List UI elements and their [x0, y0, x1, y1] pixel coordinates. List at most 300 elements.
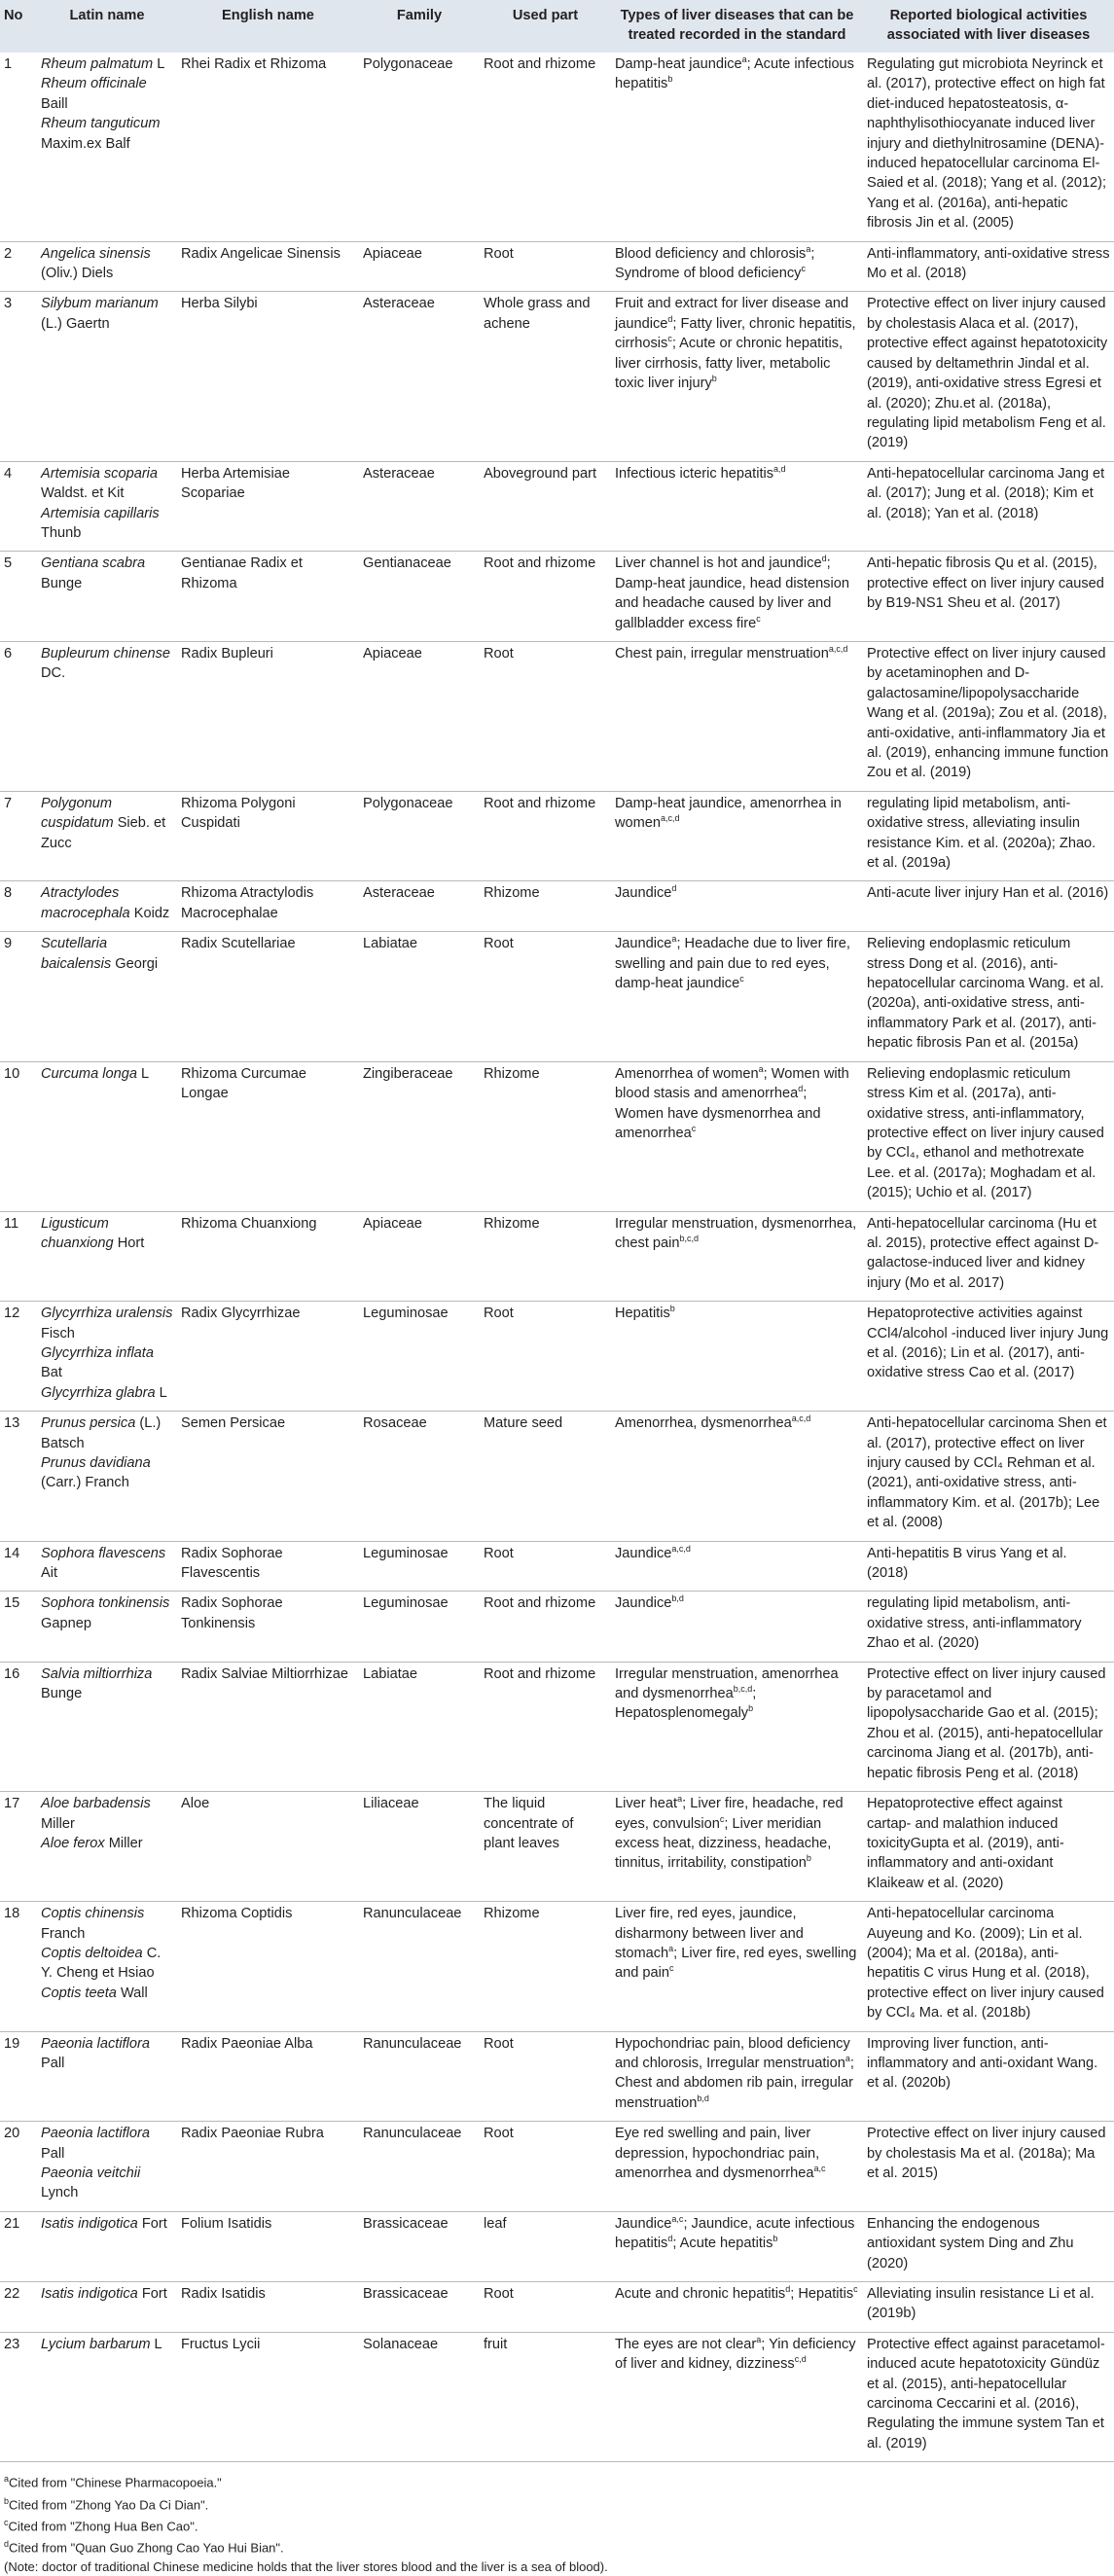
- disease-text: Infectious icteric hepatitis: [615, 465, 774, 482]
- cell-used-part: Root: [484, 645, 514, 662]
- species-authority: Franch: [41, 1925, 86, 1942]
- disease-text: Irregular menstruation, dysmenorrhea, chest pain: [615, 1215, 857, 1251]
- species-authority: Lynch: [41, 2185, 79, 2201]
- latin-name-entry: [41, 2284, 173, 2304]
- latin-name-entry: [41, 54, 173, 74]
- species-name: Salvia miltiorrhiza: [41, 1665, 153, 1682]
- cell-used-part: leaf: [484, 2215, 507, 2232]
- footnote-text: Cited from "Chinese Pharmacopoeia.": [9, 2475, 222, 2490]
- cell-disease-types: [611, 53, 863, 241]
- cell-biological-activities: Anti-hepatocellular carcinoma Jang et al. (2017); Jung et al. (2018); Kim et al. (2018); Yan et al. (2018): [867, 465, 1105, 521]
- cell-disease-types: [611, 552, 863, 642]
- species-name: Silybum marianum: [41, 296, 159, 312]
- table-row: [0, 1541, 1114, 1592]
- species-authority: Pall: [41, 2055, 65, 2071]
- disease-text: Jaundice: [615, 1545, 672, 1561]
- footnote-marker: a,c,d: [828, 644, 848, 655]
- cell-disease-types: [611, 1302, 863, 1412]
- cell-no: 3: [4, 296, 13, 312]
- species-authority: L: [153, 56, 165, 72]
- cell-biological-activities: Regulating gut microbiota Neyrinck et al. (2017), protective effect on high fat diet-induced hepatosteatosis, α-naphthylisothiocyanate induced liver injury and diethylnitrosamine (DENA)-induced hepatocellular carcinoma El-Saied et al. (2018); Yang et al. (2012); Yang et al. (2016a), anti-hepatic fibrosis Jin et al. (2005): [867, 56, 1107, 232]
- disease-text: ; Fatty liver, chronic hepatitis, cirrhosis: [615, 315, 856, 352]
- disease-text: ; Hepatitis: [790, 2286, 854, 2303]
- species-authority: Gapnep: [41, 1615, 91, 1631]
- species-name: Scutellaria baicalensis: [41, 936, 112, 972]
- species-name: Aloe barbadensis: [41, 1796, 151, 1812]
- table-row: [0, 1792, 1114, 1902]
- cell-latin-name: [37, 1302, 177, 1412]
- cell-no: 5: [4, 555, 13, 572]
- latin-name-entry: [41, 504, 173, 544]
- cell-biological-activities: Anti-hepatic fibrosis Qu et al. (2015), protective effect on liver injury caused by B19-NS1 Sheu et al. (2017): [867, 555, 1104, 612]
- species-authority: (Oliv.) Diels: [41, 266, 114, 282]
- latin-name-entry: [41, 1453, 173, 1493]
- footnote: [4, 2492, 1110, 2514]
- species-name: Glycyrrhiza glabra: [41, 1384, 156, 1401]
- cell-latin-name: [37, 1592, 177, 1662]
- table-row: [0, 881, 1114, 932]
- species-authority: (Carr.) Franch: [41, 1475, 129, 1491]
- footnote-marker: a,c,d: [671, 1543, 691, 1554]
- cell-used-part: Root: [484, 2035, 514, 2052]
- species-name: Sophora flavescens: [41, 1545, 166, 1561]
- cell-latin-name: [37, 2282, 177, 2333]
- cell-used-part: Root and rhizome: [484, 1595, 596, 1612]
- cell-used-part: Root and rhizome: [484, 1665, 596, 1682]
- disease-text: Liver fire, red eyes, jaundice, disharmony between liver and stomach: [615, 1906, 804, 1961]
- table-row: [0, 2122, 1114, 2212]
- cell-latin-name: [37, 881, 177, 932]
- header-english-name: English name: [222, 8, 314, 23]
- disease-text: ; Hepatosplenomegaly: [615, 1686, 757, 1722]
- cell-latin-name: [37, 53, 177, 241]
- disease-text: Jaundice: [615, 885, 672, 902]
- cell-family: Brassicaceae: [363, 2215, 449, 2232]
- species-name: Paeonia lactiflora: [41, 2126, 150, 2142]
- disease-text: ; Chest and abdomen rib pain, irregular menstruation: [615, 2055, 854, 2111]
- footnote-marker: d: [821, 554, 827, 564]
- cell-no: 9: [4, 936, 13, 952]
- cell-family: Zingiberaceae: [363, 1065, 453, 1082]
- disease-text: ; Liver fire, headache, red eyes, convulsion: [615, 1796, 844, 1832]
- species-authority: Georgi: [111, 955, 159, 972]
- table-row: [0, 552, 1114, 642]
- disease-text: Jaundice: [615, 1595, 672, 1612]
- cell-latin-name: [37, 292, 177, 461]
- footnote-letter: c: [4, 2517, 9, 2527]
- cell-english-name: Rhei Radix et Rhizoma: [181, 56, 327, 72]
- species-name: Artemisia capillaris: [41, 505, 160, 521]
- disease-text: Jaundice: [615, 936, 672, 952]
- cell-english-name: Radix Paeoniae Rubra: [181, 2126, 324, 2142]
- cell-used-part: Root: [484, 2126, 514, 2142]
- species-name: Coptis teeta: [41, 1985, 117, 2001]
- table-body: [0, 53, 1114, 2462]
- cell-latin-name: [37, 1662, 177, 1791]
- species-name: Lycium barbarum: [41, 2336, 151, 2352]
- cell-family: Labiatae: [363, 936, 417, 952]
- footnote-marker: b,c,d: [679, 1234, 700, 1244]
- cell-no: 21: [4, 2215, 20, 2232]
- latin-name-entry: [41, 2214, 173, 2234]
- header-biological-activities: Reported biological activities associated with liver diseases: [886, 8, 1091, 43]
- footnote-marker: d: [667, 2234, 673, 2244]
- cell-family: Solanaceae: [363, 2336, 439, 2352]
- disease-text: ; Liver fire, red eyes, swelling and pain: [615, 1945, 857, 1982]
- cell-used-part: Root: [484, 1545, 514, 1561]
- species-authority: C. Y. Cheng et Hsiao: [41, 1945, 162, 1982]
- cell-used-part: The liquid concentrate of plant leaves: [484, 1796, 574, 1851]
- table-row: [0, 241, 1114, 292]
- cell-used-part: Rhizome: [484, 1906, 540, 1922]
- cell-family: Ranunculaceae: [363, 1906, 462, 1922]
- cell-english-name: Rhizoma Coptidis: [181, 1906, 293, 1922]
- species-name: Artemisia scoparia: [41, 465, 159, 482]
- species-name: Glycyrrhiza inflata: [41, 1344, 154, 1361]
- cell-family: Ranunculaceae: [363, 2035, 462, 2052]
- table-row: [0, 1662, 1114, 1791]
- cell-disease-types: [611, 461, 863, 552]
- latin-name-entry: [41, 1904, 173, 1944]
- cell-family: Asteraceae: [363, 296, 435, 312]
- cell-family: Asteraceae: [363, 885, 435, 902]
- cell-no: 4: [4, 465, 13, 482]
- footnote-marker: d: [785, 2284, 791, 2295]
- table-row: [0, 53, 1114, 241]
- species-authority: Wall: [116, 1985, 148, 2001]
- cell-english-name: Radix Paeoniae Alba: [181, 2035, 313, 2052]
- disease-text: ; Women have dysmenorrhea and amenorrhea: [615, 1086, 821, 1141]
- cell-biological-activities: Anti-inflammatory, anti-oxidative stress Mo et al. (2018): [867, 245, 1110, 282]
- cell-no: 17: [4, 1796, 20, 1812]
- cell-latin-name: [37, 1792, 177, 1902]
- cell-no: 15: [4, 1595, 20, 1612]
- header-latin-name: Latin name: [69, 8, 145, 23]
- cell-used-part: Rhizome: [484, 1215, 540, 1232]
- disease-text: Amenorrhea of women: [615, 1065, 759, 1082]
- cell-biological-activities: Improving liver function, anti-inflammatory and anti-oxidant Wang. et al. (2020b): [867, 2035, 1098, 2092]
- footnote-marker: b,d: [671, 1593, 684, 1604]
- disease-text: ; Liver meridian excess heat, dizziness, headache, tinnitus, irritability, constipation: [615, 1815, 832, 1872]
- footnote-marker: a,c,d: [661, 813, 680, 824]
- cell-biological-activities: Relieving endoplasmic reticulum stress Kim et al. (2017a), anti-oxidative stress, anti-inflammatory, protective effect on liver injury caused by CCl₄, ethanol and methotrexate Lee. et al. (2017a); Moghadam et al. (2015); Uchio et al. (2017): [867, 1065, 1104, 1201]
- cell-no: 23: [4, 2336, 20, 2352]
- cell-no: 10: [4, 1065, 20, 1082]
- footnote-marker: c: [739, 974, 744, 984]
- cell-no: 20: [4, 2126, 20, 2142]
- latin-name-entry: [41, 2034, 173, 2074]
- cell-used-part: Root: [484, 936, 514, 952]
- cell-disease-types: [611, 1592, 863, 1662]
- cell-family: Polygonaceae: [363, 795, 453, 811]
- footnote-marker: d: [798, 1084, 804, 1094]
- cell-family: Polygonaceae: [363, 56, 453, 72]
- cell-biological-activities: Relieving endoplasmic reticulum stress Dong et al. (2016), anti-hepatocellular carcinoma Wang. et al. (2020a), anti-oxidative stress, anti-inflammatory Park et al. (2017), anti-hepatic fibrosis Pan et al. (2015a): [867, 936, 1104, 1052]
- species-name: Isatis indigotica: [41, 2286, 138, 2303]
- footnote-marker: a: [671, 934, 677, 945]
- cell-used-part: Rhizome: [484, 1065, 540, 1082]
- cell-latin-name: [37, 2332, 177, 2461]
- latin-name-entry: [41, 1304, 173, 1343]
- disease-text: Amenorrhea, dysmenorrhea: [615, 1415, 792, 1432]
- cell-latin-name: [37, 2122, 177, 2212]
- cell-biological-activities: Protective effect on liver injury caused by paracetamol and lipopolysaccharide Gao et al. (2015); Zhou et al. (2015), anti-hepatocellular carcinoma Jiang et al. (2017b), anti-hepatic fibrosis Peng et al. (2018): [867, 1665, 1106, 1781]
- latin-name-entry: [41, 1064, 173, 1084]
- cell-no: 22: [4, 2286, 20, 2303]
- latin-name-entry: [41, 2124, 173, 2164]
- table-row: [0, 2332, 1114, 2461]
- cell-disease-types: [611, 641, 863, 791]
- species-name: Sophora tonkinensis: [41, 1595, 170, 1612]
- latin-name-entry: [41, 2164, 173, 2203]
- footnote-marker: b: [667, 74, 673, 85]
- cell-biological-activities: Anti-hepatocellular carcinoma (Hu et al. 2015), protective effect against D-galactose-induced liver and kidney injury (Mo et al. 2017): [867, 1215, 1099, 1291]
- species-authority: (L.) Gaertn: [41, 315, 110, 332]
- cell-no: 11: [4, 1215, 19, 1232]
- cell-family: Leguminosae: [363, 1545, 449, 1561]
- disease-text: ; Headache due to liver fire, swelling and pain due to red eyes, damp-heat jaundice: [615, 936, 850, 992]
- cell-family: Ranunculaceae: [363, 2126, 462, 2142]
- species-authority: Bunge: [41, 575, 83, 591]
- disease-text: Damp-heat jaundice: [615, 56, 742, 72]
- disease-text: Blood deficiency and chlorosis: [615, 245, 807, 262]
- species-name: Paeonia veitchii: [41, 2165, 141, 2181]
- latin-name-entry: [41, 1834, 173, 1853]
- cell-no: 14: [4, 1545, 20, 1561]
- header-no: No: [4, 8, 23, 23]
- latin-name-entry: [41, 934, 173, 974]
- species-authority: Hort: [113, 1234, 145, 1251]
- cell-latin-name: [37, 1211, 177, 1302]
- footnote: [4, 2470, 1110, 2491]
- cell-family: Rosaceae: [363, 1415, 427, 1432]
- cell-english-name: Radix Sophorae Flavescentis: [181, 1545, 283, 1582]
- footnote-marker: d: [667, 314, 673, 325]
- cell-biological-activities: Protective effect on liver injury caused by cholestasis Alaca et al. (2017), protective effect against hepatotoxicity caused by deltamethrin Jindal et al. (2019), anti-oxidative stress Egresi et al. (2020); Zhu.et al. (2018a), regulating lipid metabolism Feng et al. (2019): [867, 296, 1108, 451]
- species-name: Rheum tanguticum: [41, 116, 161, 132]
- cell-disease-types: [611, 1662, 863, 1791]
- cell-latin-name: [37, 791, 177, 881]
- species-name: Prunus persica: [41, 1415, 136, 1432]
- cell-english-name: Rhizoma Polygoni Cuspidati: [181, 795, 296, 832]
- footnote-marker: b,d: [697, 2093, 709, 2103]
- species-authority: L: [155, 1384, 167, 1401]
- table-row: [0, 1061, 1114, 1211]
- disease-text: ; Women with blood stasis and amenorrhea: [615, 1065, 849, 1102]
- cell-english-name: Radix Bupleuri: [181, 645, 273, 662]
- cell-english-name: Radix Isatidis: [181, 2286, 266, 2303]
- footnote-marker: c: [756, 613, 761, 624]
- cell-family: Apiaceae: [363, 245, 422, 262]
- cell-english-name: Radix Scutellariae: [181, 936, 296, 952]
- cell-used-part: Root and rhizome: [484, 555, 596, 572]
- footnote-marker: a: [668, 1944, 674, 1954]
- table-row: [0, 1412, 1114, 1541]
- table-row: [0, 1902, 1114, 2031]
- cell-disease-types: [611, 1412, 863, 1541]
- cell-used-part: Aboveground part: [484, 465, 597, 482]
- disease-text: The eyes are not clear: [615, 2336, 757, 2352]
- footnote-text: Cited from "Quan Guo Zhong Cao Yao Hui Bian".: [9, 2540, 284, 2556]
- footnote-marker: d: [671, 883, 677, 894]
- cell-no: 19: [4, 2035, 20, 2052]
- footnote-marker: a: [844, 2054, 850, 2064]
- disease-text: ; Acute or chronic hepatitis, liver cirrhosis, fatty liver, metabolic toxic liver injury: [615, 336, 844, 392]
- footnote-marker: c: [801, 264, 806, 274]
- footnote-marker: a,c: [813, 2164, 826, 2174]
- species-authority: Ait: [41, 1565, 58, 1582]
- cell-family: Asteraceae: [363, 465, 435, 482]
- cell-used-part: Rhizome: [484, 885, 540, 902]
- footnote-letter: a: [4, 2474, 10, 2485]
- species-name: Angelica sinensis: [41, 245, 151, 262]
- latin-name-entry: [41, 794, 173, 853]
- cell-used-part: Root: [484, 1306, 514, 1322]
- header-used-part: Used part: [512, 8, 579, 23]
- cell-biological-activities: Anti-acute liver injury Han et al. (2016): [867, 885, 1109, 902]
- cell-disease-types: [611, 2122, 863, 2212]
- cell-latin-name: [37, 461, 177, 552]
- table-row: [0, 1302, 1114, 1412]
- table-row: [0, 1211, 1114, 1302]
- cell-biological-activities: regulating lipid metabolism, anti-oxidative stress, alleviating insulin resistance Kim. et al. (2020a); Zhao. et al. (2019a): [867, 795, 1096, 872]
- latin-name-entry: [41, 644, 173, 684]
- cell-biological-activities: Protective effect against paracetamol-induced acute hepatotoxicity Gündüz et al. (2015), anti-hepatocellular carcinoma Ceccarini et al. (2016), Regulating the immune system Tan et al. (2019): [867, 2336, 1105, 2451]
- cell-english-name: Rhizoma Chuanxiong: [181, 1215, 317, 1232]
- latin-name-entry: [41, 1214, 173, 1254]
- cell-biological-activities: Enhancing the endogenous antioxidant system Ding and Zhu (2020): [867, 2215, 1074, 2272]
- cell-latin-name: [37, 1412, 177, 1541]
- latin-name-entry: [41, 1413, 173, 1453]
- cell-disease-types: [611, 2211, 863, 2281]
- disease-text: ; Acute infectious hepatitis: [615, 56, 854, 92]
- cell-disease-types: [611, 1541, 863, 1592]
- species-name: Aloe ferox: [41, 1835, 105, 1851]
- footnote: [4, 2535, 1110, 2557]
- disease-text: ; Syndrome of blood deficiency: [615, 245, 815, 282]
- species-authority: Fort: [137, 2215, 167, 2232]
- disease-text: Damp-heat jaundice, amenorrhea in women: [615, 795, 842, 832]
- species-name: Rheum palmatum: [41, 56, 154, 72]
- cell-disease-types: [611, 241, 863, 292]
- footnote-marker: a: [741, 54, 747, 65]
- footnote-marker: c: [719, 1813, 725, 1824]
- cell-family: Apiaceae: [363, 645, 422, 662]
- species-name: Atractylodes macrocephala: [41, 885, 130, 921]
- cell-no: 1: [4, 56, 13, 72]
- cell-family: Leguminosae: [363, 1595, 449, 1612]
- footnote-text: Cited from "Zhong Hua Ben Cao".: [8, 2519, 198, 2534]
- species-name: Coptis deltoidea: [41, 1945, 143, 1961]
- cell-english-name: Rhizoma Curcumae Longae: [181, 1065, 306, 1102]
- footnote-letter: d: [4, 2539, 10, 2550]
- footnote-marker: a: [756, 2334, 762, 2344]
- species-authority: Fort: [137, 2286, 167, 2303]
- disease-text: Acute and chronic hepatitis: [615, 2286, 786, 2303]
- cell-biological-activities: Hepatoprotective effect against cartap- and malathion induced toxicityGupta et al. (2019), anti-inflammatory and anti-oxidant Klaikeaw et al. (2020): [867, 1796, 1064, 1891]
- cell-english-name: Gentianae Radix et Rhizoma: [181, 555, 303, 591]
- cell-used-part: Root and rhizome: [484, 56, 596, 72]
- species-name: Ligusticum chuanxiong: [41, 1215, 114, 1251]
- footnote-marker: c: [691, 1124, 697, 1134]
- disease-text: Fruit and extract for liver disease and jaundice: [615, 296, 849, 332]
- latin-name-entry: [41, 74, 173, 114]
- disease-text: Liver heat: [615, 1796, 678, 1812]
- footnotes: [0, 2462, 1114, 2575]
- table-row: [0, 2031, 1114, 2122]
- latin-name-entry: [41, 1593, 173, 1633]
- species-authority: Maxim.ex Balf: [41, 135, 130, 152]
- species-authority: DC.: [41, 665, 66, 682]
- cell-latin-name: [37, 241, 177, 292]
- cell-used-part: Whole grass and achene: [484, 296, 591, 332]
- disease-text: Eye red swelling and pain, liver depression, hypochondriac pain, amenorrhea and dysmenorrhea: [615, 2126, 820, 2181]
- cell-family: Labiatae: [363, 1665, 417, 1682]
- species-authority: Bunge: [41, 1686, 83, 1702]
- species-authority: Miller: [41, 1815, 75, 1832]
- disease-text: Liver channel is hot and jaundice: [615, 555, 822, 572]
- cell-biological-activities: Protective effect on liver injury caused by acetaminophen and D-galactosamine/lipopolysaccharide Wang et al. (2019a); Zou et al. (2018), anti-oxidative, anti-inflammatory Jia et al. (2019), enhancing immune function Zou et al. (2019): [867, 645, 1109, 781]
- cell-used-part: Root: [484, 245, 514, 262]
- table-row: [0, 1592, 1114, 1662]
- cell-biological-activities: Protective effect on liver injury caused by cholestasis Ma et al. (2018a); Ma et al. 2015): [867, 2126, 1106, 2181]
- footnote-marker: a: [677, 1794, 683, 1805]
- species-authority: L: [150, 2336, 162, 2352]
- species-authority: Miller: [104, 1835, 143, 1851]
- cell-english-name: Fructus Lycii: [181, 2336, 261, 2352]
- cell-english-name: Herba Artemisiae Scopariae: [181, 465, 290, 502]
- footnote-marker: a: [758, 1063, 764, 1074]
- cell-used-part: fruit: [484, 2336, 508, 2352]
- cell-latin-name: [37, 932, 177, 1061]
- cell-family: Liliaceae: [363, 1796, 419, 1812]
- cell-no: 7: [4, 795, 13, 811]
- cell-english-name: Radix Sophorae Tonkinensis: [181, 1595, 283, 1631]
- table-row: [0, 2211, 1114, 2281]
- table-row: [0, 461, 1114, 552]
- footnote-marker: b,c,d: [733, 1684, 753, 1695]
- cell-biological-activities: Alleviating insulin resistance Li et al. (2019b): [867, 2286, 1095, 2322]
- footnote-marker: b: [669, 1304, 675, 1314]
- disease-text: Jaundice: [615, 2215, 672, 2232]
- cell-english-name: Radix Angelicae Sinensis: [181, 245, 341, 262]
- species-name: Curcuma longa: [41, 1065, 137, 1082]
- disease-text: Irregular menstruation, amenorrhea and dysmenorrhea: [615, 1665, 839, 1702]
- cell-no: 12: [4, 1306, 20, 1322]
- cell-used-part: Mature seed: [484, 1415, 563, 1432]
- latin-name-entry: [41, 1984, 173, 2003]
- species-authority: Bat: [41, 1365, 62, 1381]
- species-authority: Pall: [41, 2145, 65, 2162]
- cell-disease-types: [611, 1792, 863, 1902]
- header-family: Family: [396, 8, 443, 23]
- disease-text: ; Acute hepatitis: [672, 2236, 773, 2252]
- footnote-marker: b: [806, 1853, 811, 1864]
- cell-no: 2: [4, 245, 13, 262]
- species-name: Paeonia lactiflora: [41, 2035, 150, 2052]
- header-disease-types: Types of liver diseases that can be treated recorded in the standard: [620, 8, 854, 43]
- cell-family: Apiaceae: [363, 1215, 422, 1232]
- footnote-marker: b: [748, 1703, 754, 1714]
- footnote-marker: c: [667, 334, 672, 344]
- cell-disease-types: [611, 932, 863, 1061]
- footnote-marker: a,c,d: [791, 1413, 811, 1424]
- species-name: Glycyrrhiza uralensis: [41, 1306, 173, 1322]
- table-note: (Note: doctor of traditional Chinese medicine holds that the liver stores blood and the liver is a sea of blood).: [4, 2558, 608, 2574]
- species-name: Prunus davidiana: [41, 1455, 151, 1471]
- latin-name-entry: [41, 294, 173, 334]
- disease-text: Hypochondriac pain, blood deficiency and chlorosis, Irregular menstruation: [615, 2035, 850, 2071]
